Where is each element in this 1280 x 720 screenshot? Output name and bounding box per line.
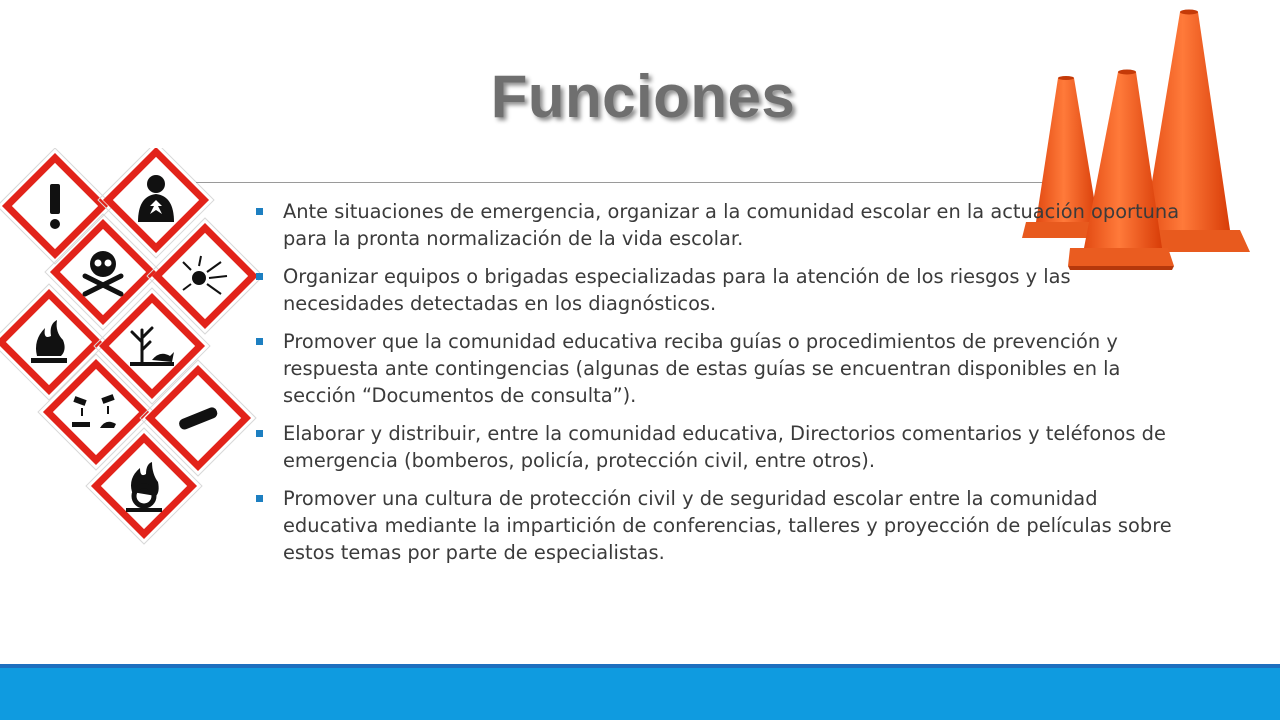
bullet-text: Ante situaciones de emergencia, organizar a la comunidad escolar en la actuación oportuna para la pronta normalización de la vida escolar. — [283, 200, 1180, 250]
bullet-item — [256, 485, 1186, 566]
bullet-text: Promover una cultura de protección civil y de seguridad escolar entre la comunidad educativa mediante la impartición de conferencias, talleres y proyección de películas sobre estos temas por parte de especialistas. — [283, 487, 1172, 564]
bullet-item — [256, 263, 1186, 317]
slide-title: Funciones — [490, 63, 796, 130]
bullet-square-icon — [256, 208, 263, 215]
bullet-square-icon — [256, 430, 263, 437]
bullet-item — [256, 420, 1186, 474]
footer-bar — [0, 664, 1280, 720]
bullet-text: Promover que la comunidad educativa reciba guías o procedimientos de prevención y respuesta ante contingencias (algunas de estas guías se encuentran disponibles en la sección “Documentos de consulta”). — [283, 330, 1121, 407]
bullet-square-icon — [256, 273, 263, 280]
bullet-item — [256, 198, 1186, 252]
bullet-text: Organizar equipos o brigadas especializadas para la atención de los riesgos y las necesidades detectadas en los diagnósticos. — [283, 265, 1071, 315]
bullet-text: Elaborar y distribuir, entre la comunidad educativa, Directorios comentarios y teléfonos de emergencia (bomberos, policía, protección civil, entre otros). — [283, 422, 1166, 472]
bullet-item — [256, 328, 1186, 409]
bullet-list — [256, 198, 1186, 577]
bullet-square-icon — [256, 495, 263, 502]
title-divider — [196, 182, 1050, 183]
bullet-square-icon — [256, 338, 263, 345]
hazard-pictograms — [0, 148, 260, 548]
